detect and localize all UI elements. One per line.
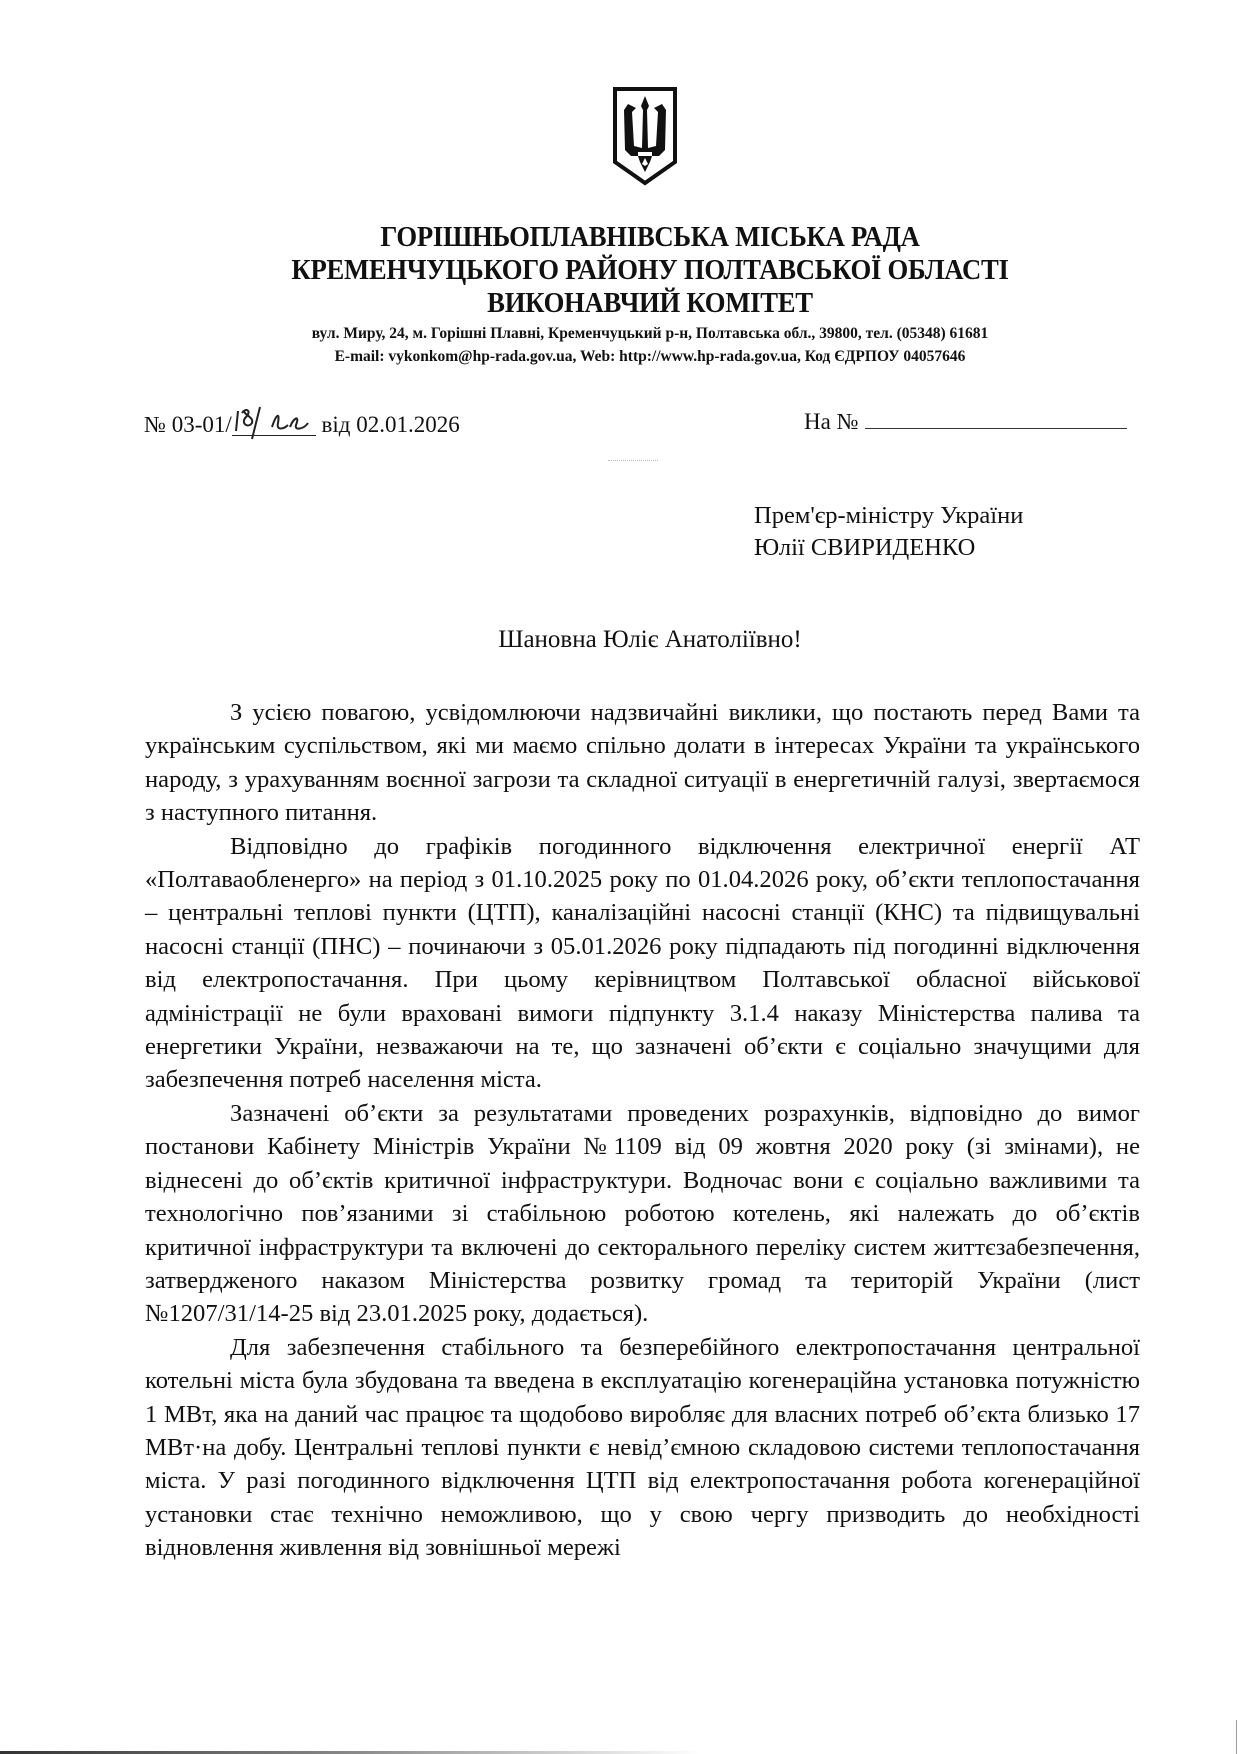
recipient-block	[754, 500, 1023, 564]
salutation: Шановна Юліє Анатоліївно!	[498, 626, 802, 653]
body-paragraph: З усією повагою, усвідомлюючи надзвичайні виклики, що постають перед Вами та українським суспільством, які ми маємо спільно долати в інтересах України та українського народу, з урахуванням воєнної загрози та складної ситуації в енергетичній галузі, звертаємося з наступного питання.	[145, 699, 1140, 827]
org-address: вул. Миру, 24, м. Горішні Плавні, Кременчуцький р-н, Полтавська обл., 39800, тел. (05348) 61681	[311, 325, 989, 342]
letter-body	[145, 696, 1140, 1565]
org-name-line-1: ГОРІШНЬОПЛАВНІВСЬКА МІСЬКА РАДА	[380, 221, 920, 253]
org-contacts: E-mail: vykonkom@hp-rada.gov.ua, Web: http://www.hp-rada.gov.ua, Код ЄДРПОУ 04057646	[334, 348, 966, 365]
incoming-reference-label: На №	[804, 409, 859, 434]
outgoing-reference	[144, 409, 460, 438]
handwritten-reference-number	[232, 409, 316, 436]
letter-date: 02.01.2026	[356, 412, 460, 437]
date-label: від	[321, 412, 351, 437]
org-name-line-2: КРЕМЕНЧУЦЬКОГО РАЙОНУ ПОЛТАВСЬКОЇ ОБЛАСТІ	[291, 254, 1009, 286]
body-paragraph: Для забезпечення стабільного та безперебійного електропостачання центральної котельні міста була збудована та введена в експлуатацію когенераційна установка потужністю 1 МВт, яка на даний час працює та щодобово виробляє для власних потреб об’єкта близько 17 МВт·на добу. Центральні теплові пункти є невід’ємною складовою системи теплопостачання міста. У разі погодинного відключення ЦТП від електропостачання робота когенераційної установки стає технічно неможливою, що у свою чергу призводить до необхідності відновлення живлення від зовнішньої мережі	[145, 1333, 1140, 1562]
reference-number-prefix: № 03-01/	[144, 412, 232, 437]
body-paragraph: Відповідно до графіків погодинного відключення електричної енергії АТ «Полтаваобленерго» на період з 01.10.2025 року по 01.04.2026 року, об’єкти теплопостачання – центральні теплові пункти (ЦТП), каналізаційні насосні станції (КНС) та підвищувальні насосні станції (ПНС) – починаючи з 05.01.2026 року підпадають під погодинні відключення від електропостачання. При цьому керівництвом Полтавської обласної військової адміністрації не були враховані вимоги підпункту 3.1.4 наказу Міністерства палива та енергетики України, незважаючи на те, що зазначені об’єкти є соціально значущими для забезпечення потреб населення міста.	[145, 832, 1140, 1094]
incoming-reference-blank	[865, 410, 1127, 429]
incoming-reference	[804, 409, 1127, 435]
recipient-position: Прем'єр-міністру України	[754, 502, 1024, 529]
scan-edge-line	[1236, 1720, 1237, 1754]
recipient-name: Юлії СВИРИДЕНКО	[754, 534, 976, 561]
org-name-line-3: ВИКОНАВЧИЙ КОМІТЕТ	[487, 287, 813, 319]
scan-artifact	[608, 460, 658, 461]
body-paragraph: Зазначені об’єкти за результатами проведених розрахунків, відповідно до вимог постанови Кабінету Міністрів України №1109 від 09 жовтня 2020 року (зі змінами), не віднесені до об’єктів критичної інфраструктури. Водночас вони є соціально важливими та технологічно пов’язаними зі стабільною роботою котелень, які належать до об’єктів критичної інфраструктури та включені до секторального переліку систем життєзабезпечення, затвердженого наказом Міністерства розвитку громад та територій України (лист №1207/31/14-25 від 23.01.2025 року, додається).	[145, 1099, 1140, 1328]
coat-of-arms-of-ukraine-icon	[612, 86, 678, 186]
